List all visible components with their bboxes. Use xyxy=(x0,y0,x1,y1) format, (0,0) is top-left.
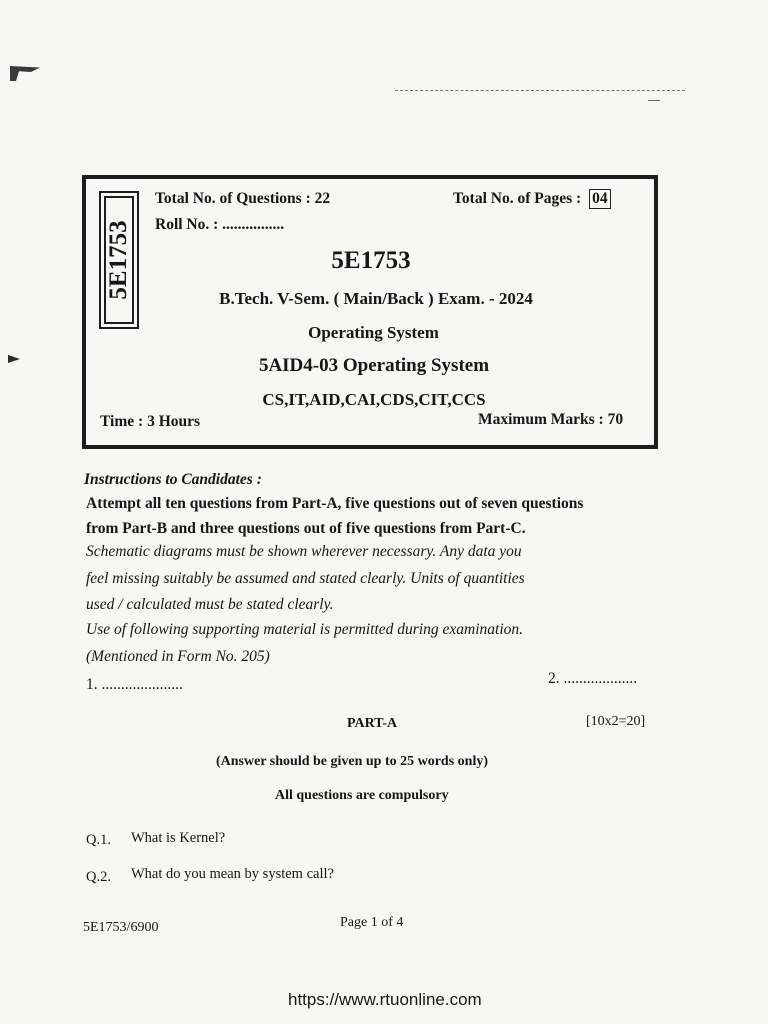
branches: CS,IT,AID,CAI,CDS,CIT,CCS xyxy=(262,390,486,409)
instruction-line: feel missing suitably be assumed and stated clearly. Units of quantities xyxy=(86,570,525,587)
supporting-material-blank-1: 1. ..................... xyxy=(86,676,183,693)
footer-paper-code: 5E1753/6900 xyxy=(83,920,159,935)
instruction-line: used / calculated must be stated clearly. xyxy=(86,596,334,613)
total-questions: Total No. of Questions : 22 xyxy=(155,190,331,207)
supporting-material-blank-2: 2. ................... xyxy=(548,670,638,687)
footer-url-link[interactable]: https://www.rtuonline.com xyxy=(288,990,482,1009)
part-a-word-limit: (Answer should be given up to 25 words only) xyxy=(216,754,489,769)
instruction-line: Use of following supporting material is permitted during examination. xyxy=(86,621,524,638)
scan-artifact-dash xyxy=(648,100,660,101)
total-pages-value: 04 xyxy=(589,189,611,209)
vertical-paper-code-box xyxy=(99,191,139,329)
part-a-title: PART-A xyxy=(347,716,398,731)
instruction-line: Attempt all ten questions from Part-A, five questions out of seven questions xyxy=(86,495,584,512)
total-pages xyxy=(453,189,611,209)
roll-number: Roll No. : ................ xyxy=(155,216,285,233)
question-text: What is Kernel? xyxy=(131,830,226,846)
instruction-line: Schematic diagrams must be shown wherever necessary. Any data you xyxy=(86,543,522,560)
exam-title: B.Tech. V-Sem. ( Main/Back ) Exam. - 2024 xyxy=(219,289,533,308)
scan-artifact xyxy=(10,66,40,81)
instruction-line: from Part-B and three questions out of five questions from Part-C. xyxy=(86,520,526,537)
question-text: What do you mean by system call? xyxy=(131,866,334,882)
part-a-marks: [10x2=20] xyxy=(586,714,646,729)
paper-code: 5E1753 xyxy=(331,247,411,274)
total-pages-label: Total No. of Pages : xyxy=(453,190,582,207)
instruction-line: (Mentioned in Form No. 205) xyxy=(86,648,270,665)
instructions-heading: Instructions to Candidates : xyxy=(84,471,262,488)
question-number: Q.1. xyxy=(86,832,111,848)
maximum-marks: Maximum Marks : 70 xyxy=(478,411,624,428)
scan-artifact-line xyxy=(395,90,685,91)
vertical-paper-code: 5E1753 xyxy=(105,220,132,300)
question-number: Q.2. xyxy=(86,869,111,885)
scan-artifact-arrow xyxy=(8,355,20,363)
page-number: Page 1 of 4 xyxy=(340,915,404,930)
exam-time: Time : 3 Hours xyxy=(100,413,201,430)
part-a-compulsory-note: All questions are compulsory xyxy=(275,788,449,803)
subject-code: 5AID4-03 Operating System xyxy=(258,355,490,376)
subject-name: Operating System xyxy=(308,323,439,342)
